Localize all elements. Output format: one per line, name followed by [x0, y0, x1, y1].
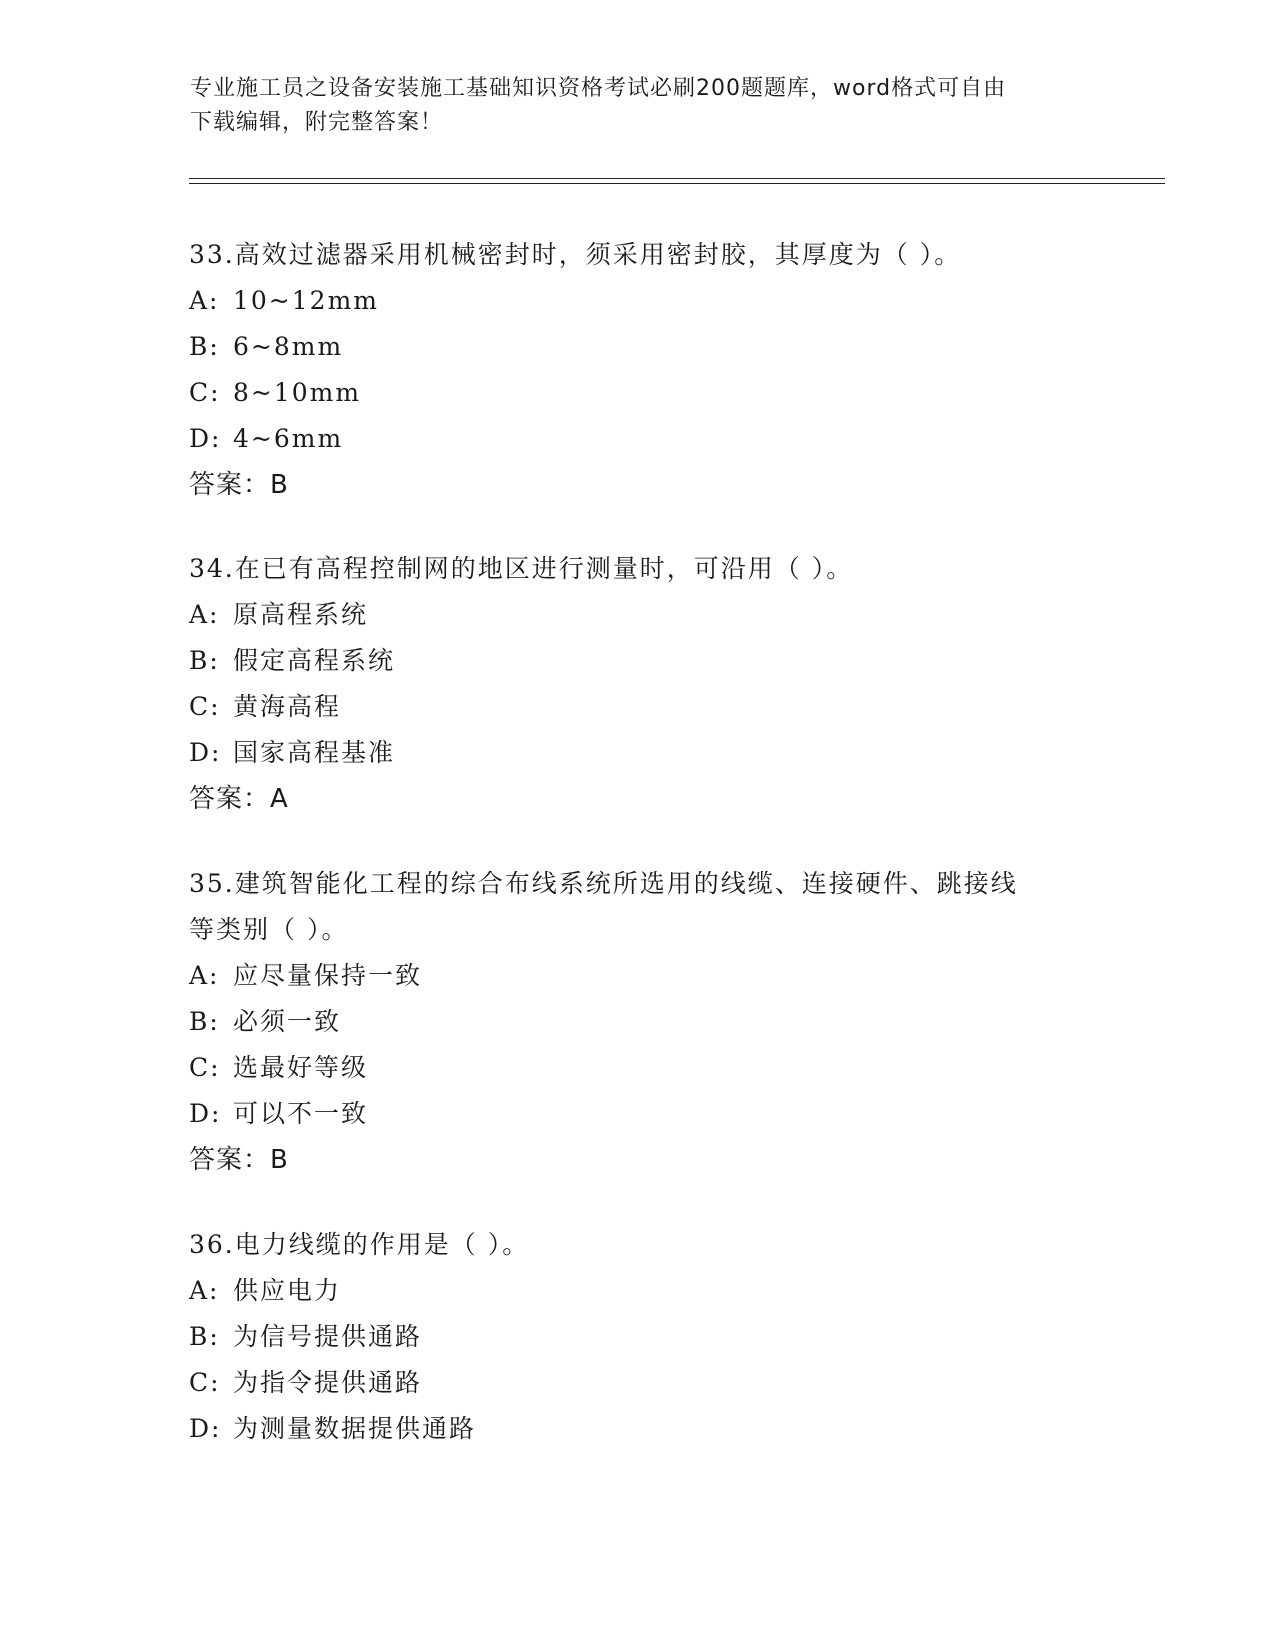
option-text: 黄海高程 [233, 692, 342, 721]
option-letter: A: [189, 1276, 220, 1305]
option-letter: C: [189, 1053, 221, 1082]
question-33 [189, 232, 1089, 508]
option-d [189, 1091, 1089, 1137]
option-letter: C: [189, 1368, 221, 1397]
header-divider-top [189, 178, 1165, 179]
option-letter: D: [189, 738, 222, 767]
option-c [189, 1360, 1089, 1406]
option-text: 6~8mm [233, 332, 344, 361]
option-letter: C: [189, 692, 221, 721]
option-text: 为测量数据提供通路 [233, 1414, 477, 1443]
option-text: 供应电力 [233, 1276, 342, 1305]
question-34 [189, 546, 1089, 822]
option-b [189, 638, 1089, 684]
option-b [189, 999, 1089, 1045]
option-c [189, 1045, 1089, 1091]
answer-line: 答案：A [189, 784, 289, 814]
option-text: 必须一致 [233, 1007, 342, 1036]
option-text: 可以不一致 [233, 1099, 369, 1128]
option-c [189, 370, 1089, 416]
question-stem: 36.电力线缆的作用是（ ）。 [189, 1230, 530, 1259]
question-36 [189, 1222, 1089, 1452]
option-letter: A: [189, 961, 220, 990]
option-letter: B: [189, 1007, 220, 1036]
option-a [189, 953, 1089, 999]
question-stem: 34.在已有高程控制网的地区进行测量时，可沿用（ ）。 [189, 554, 854, 583]
answer-line: 答案：B [189, 470, 289, 500]
option-text: 应尽量保持一致 [233, 961, 423, 990]
option-a [189, 1268, 1089, 1314]
option-d [189, 1406, 1089, 1452]
option-letter: D: [189, 1099, 222, 1128]
question-stem: 35.建筑智能化工程的综合布线系统所选用的线缆、连接硬件、跳接线 [189, 869, 1018, 898]
header-divider-bottom [189, 183, 1165, 184]
option-text: 8~10mm [233, 378, 362, 407]
header-line-2: 下载编辑，附完整答案！ [190, 110, 444, 135]
option-text: 4~6mm [233, 424, 344, 453]
option-d [189, 416, 1089, 462]
option-letter: D: [189, 1414, 222, 1443]
option-text: 原高程系统 [233, 600, 369, 629]
option-letter: A: [189, 286, 220, 315]
option-d [189, 730, 1089, 776]
option-text: 10~12mm [233, 286, 379, 315]
question-stem-continued: 等类别（ ）。 [189, 915, 349, 944]
document-header [190, 72, 1090, 140]
option-letter: B: [189, 332, 220, 361]
option-c [189, 684, 1089, 730]
header-line-1: 专业施工员之设备安装施工基础知识资格考试必刷200题题库，word格式可自由 [190, 76, 1007, 101]
option-text: 选最好等级 [233, 1053, 369, 1082]
option-letter: C: [189, 378, 221, 407]
option-a [189, 278, 1089, 324]
question-stem: 33.高效过滤器采用机械密封时，须采用密封胶，其厚度为（ ）。 [189, 240, 962, 269]
question-35 [189, 861, 1089, 1183]
option-text: 为信号提供通路 [233, 1322, 423, 1351]
option-letter: B: [189, 1322, 220, 1351]
option-letter: D: [189, 424, 222, 453]
option-text: 假定高程系统 [233, 646, 396, 675]
option-a [189, 592, 1089, 638]
option-letter: B: [189, 646, 220, 675]
option-b [189, 324, 1089, 370]
option-text: 为指令提供通路 [233, 1368, 423, 1397]
answer-line: 答案：B [189, 1145, 289, 1175]
option-letter: A: [189, 600, 220, 629]
option-b [189, 1314, 1089, 1360]
option-text: 国家高程基准 [233, 738, 396, 767]
